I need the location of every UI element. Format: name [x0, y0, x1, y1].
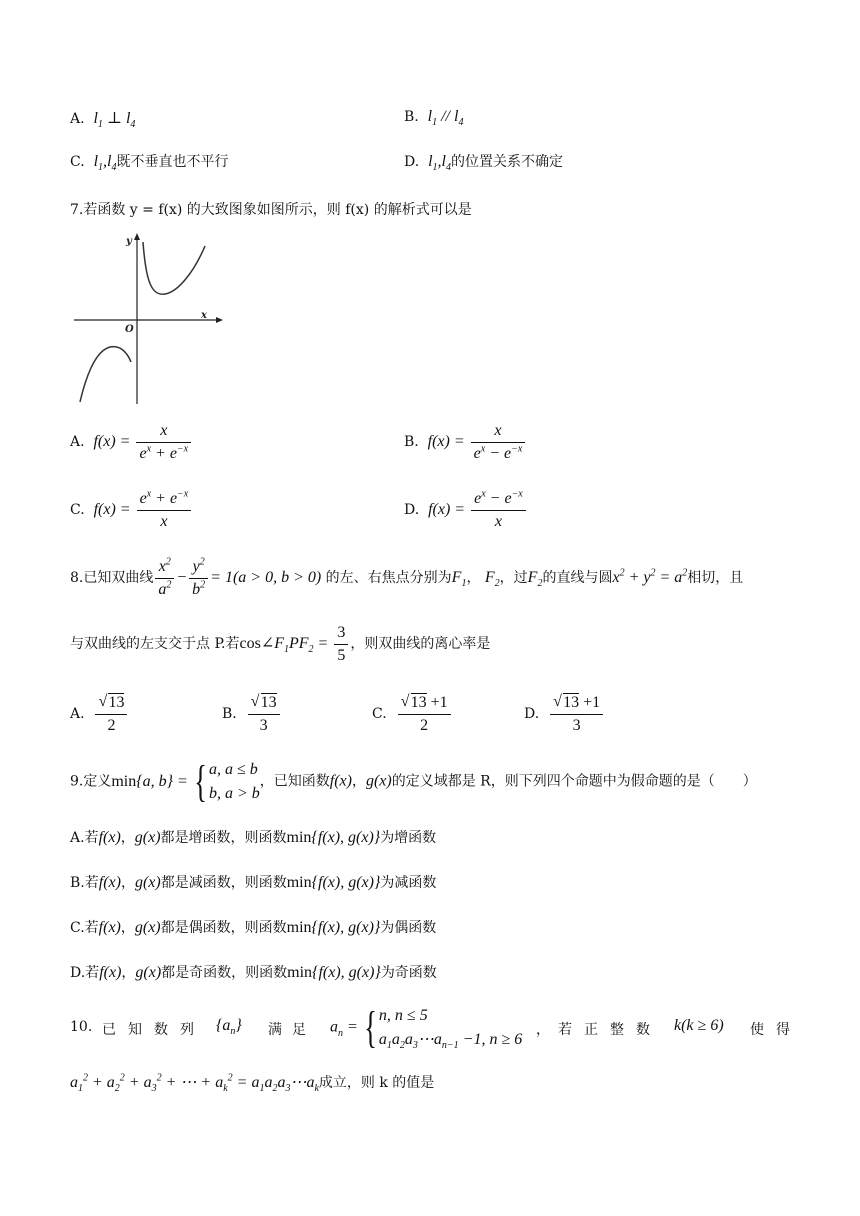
- q8-option-a: A. √ $\frac{13}{2}$: [70, 694, 129, 735]
- q6-option-a: A. $l_1$ ⊥ $l_4$: [70, 110, 136, 131]
- q7-option-b: B. f(x) = $\frac{x}{e^x - e^{-x}}$: [404, 422, 527, 463]
- x-axis-arrow: [216, 317, 223, 323]
- y-axis-label: y: [126, 236, 132, 247]
- q7-option-c: C. f(x) = $\frac{e^x + e^{-x}}{x}$: [70, 490, 193, 531]
- origin-label: O: [125, 324, 134, 335]
- right-branch-curve: [143, 242, 205, 294]
- y-axis-arrow: [134, 233, 140, 240]
- q9-option-d: D.若f(x)，g(x)都是奇函数，则函数min{f(x), g(x)}为奇函数: [70, 964, 437, 981]
- q6-option-c: C. $l_1,l_4$既不垂直也不平行: [70, 153, 229, 174]
- x-axis-label: x: [201, 310, 207, 321]
- q7-option-a: A. f(x) = $\frac{x}{e^x + e^{-x}}$: [70, 422, 193, 463]
- q6-option-b: B. $l_1 // l_4$: [404, 108, 464, 129]
- q8-line1: 8.已知双曲线 $\frac{x^2}{a^2}$ − $\frac{y^2}{b^2}$ = 1(a > 0, b > 0) 的左、右焦点分别为$F_1$， $F_2$，过$F_2$的直线与圆$x^2 + y^2 = a^2$相切，且: [70, 556, 744, 598]
- q7-stem: 7.若函数 y = f(x) 的大致图象如图所示，则 f(x) 的解析式可以是: [70, 202, 472, 218]
- q10-line1: 10. 已 知 数 列 $\{a_n\}$ 满 足 $a_n$ = { n, n ≤ 5 $a_1a_2a_3\cdots a_{n-1} -1$, n ≥ 6 ， 若 正 整 数 k(k ≥ 6) 使 得: [70, 1003, 790, 1052]
- q9-stem: 9.定义min{a, b} = { a, a ≤ b b, a > b ，已知函数f(x)，g(x)的定义域都是 R，则下列四个命题中为假命题的是（ ）: [70, 757, 757, 806]
- q8-option-d: D. √ $\frac{13 +1}{3}$: [524, 694, 605, 735]
- q8-option-b: B. √ $\frac{13}{3}$: [222, 694, 282, 735]
- q8-line2: 与双曲线的左支交于点 P.若$\cos\angle F_1PF_2$ = $\frac{3}{5}$ ，则双曲线的离心率是: [70, 624, 491, 664]
- q10-line2: $a_1^2 + a_2^2 + a_3^2$ + ⋯ + $a_k^2$ = $a_1a_2a_3\cdots a_k$成立，则 k 的值是: [70, 1072, 435, 1095]
- q7-option-d: D. f(x) = $\frac{e^x - e^{-x}}{x}$: [404, 490, 528, 531]
- q9-option-b: B.若f(x)，g(x)都是减函数，则函数min{f(x), g(x)}为减函数: [70, 874, 437, 891]
- q6-option-d: D. $l_1,l_4$的位置关系不确定: [404, 153, 563, 174]
- q7-function-graph: [70, 228, 230, 408]
- left-branch-curve: [80, 347, 131, 402]
- q9-option-c: C.若f(x)，g(x)都是偶函数，则函数min{f(x), g(x)}为偶函数: [70, 919, 437, 936]
- q9-option-a: A.若f(x)，g(x)都是增函数，则函数min{f(x), g(x)}为增函数: [70, 829, 437, 846]
- q8-option-c: C. √ $\frac{13 +1}{2}$: [372, 694, 453, 735]
